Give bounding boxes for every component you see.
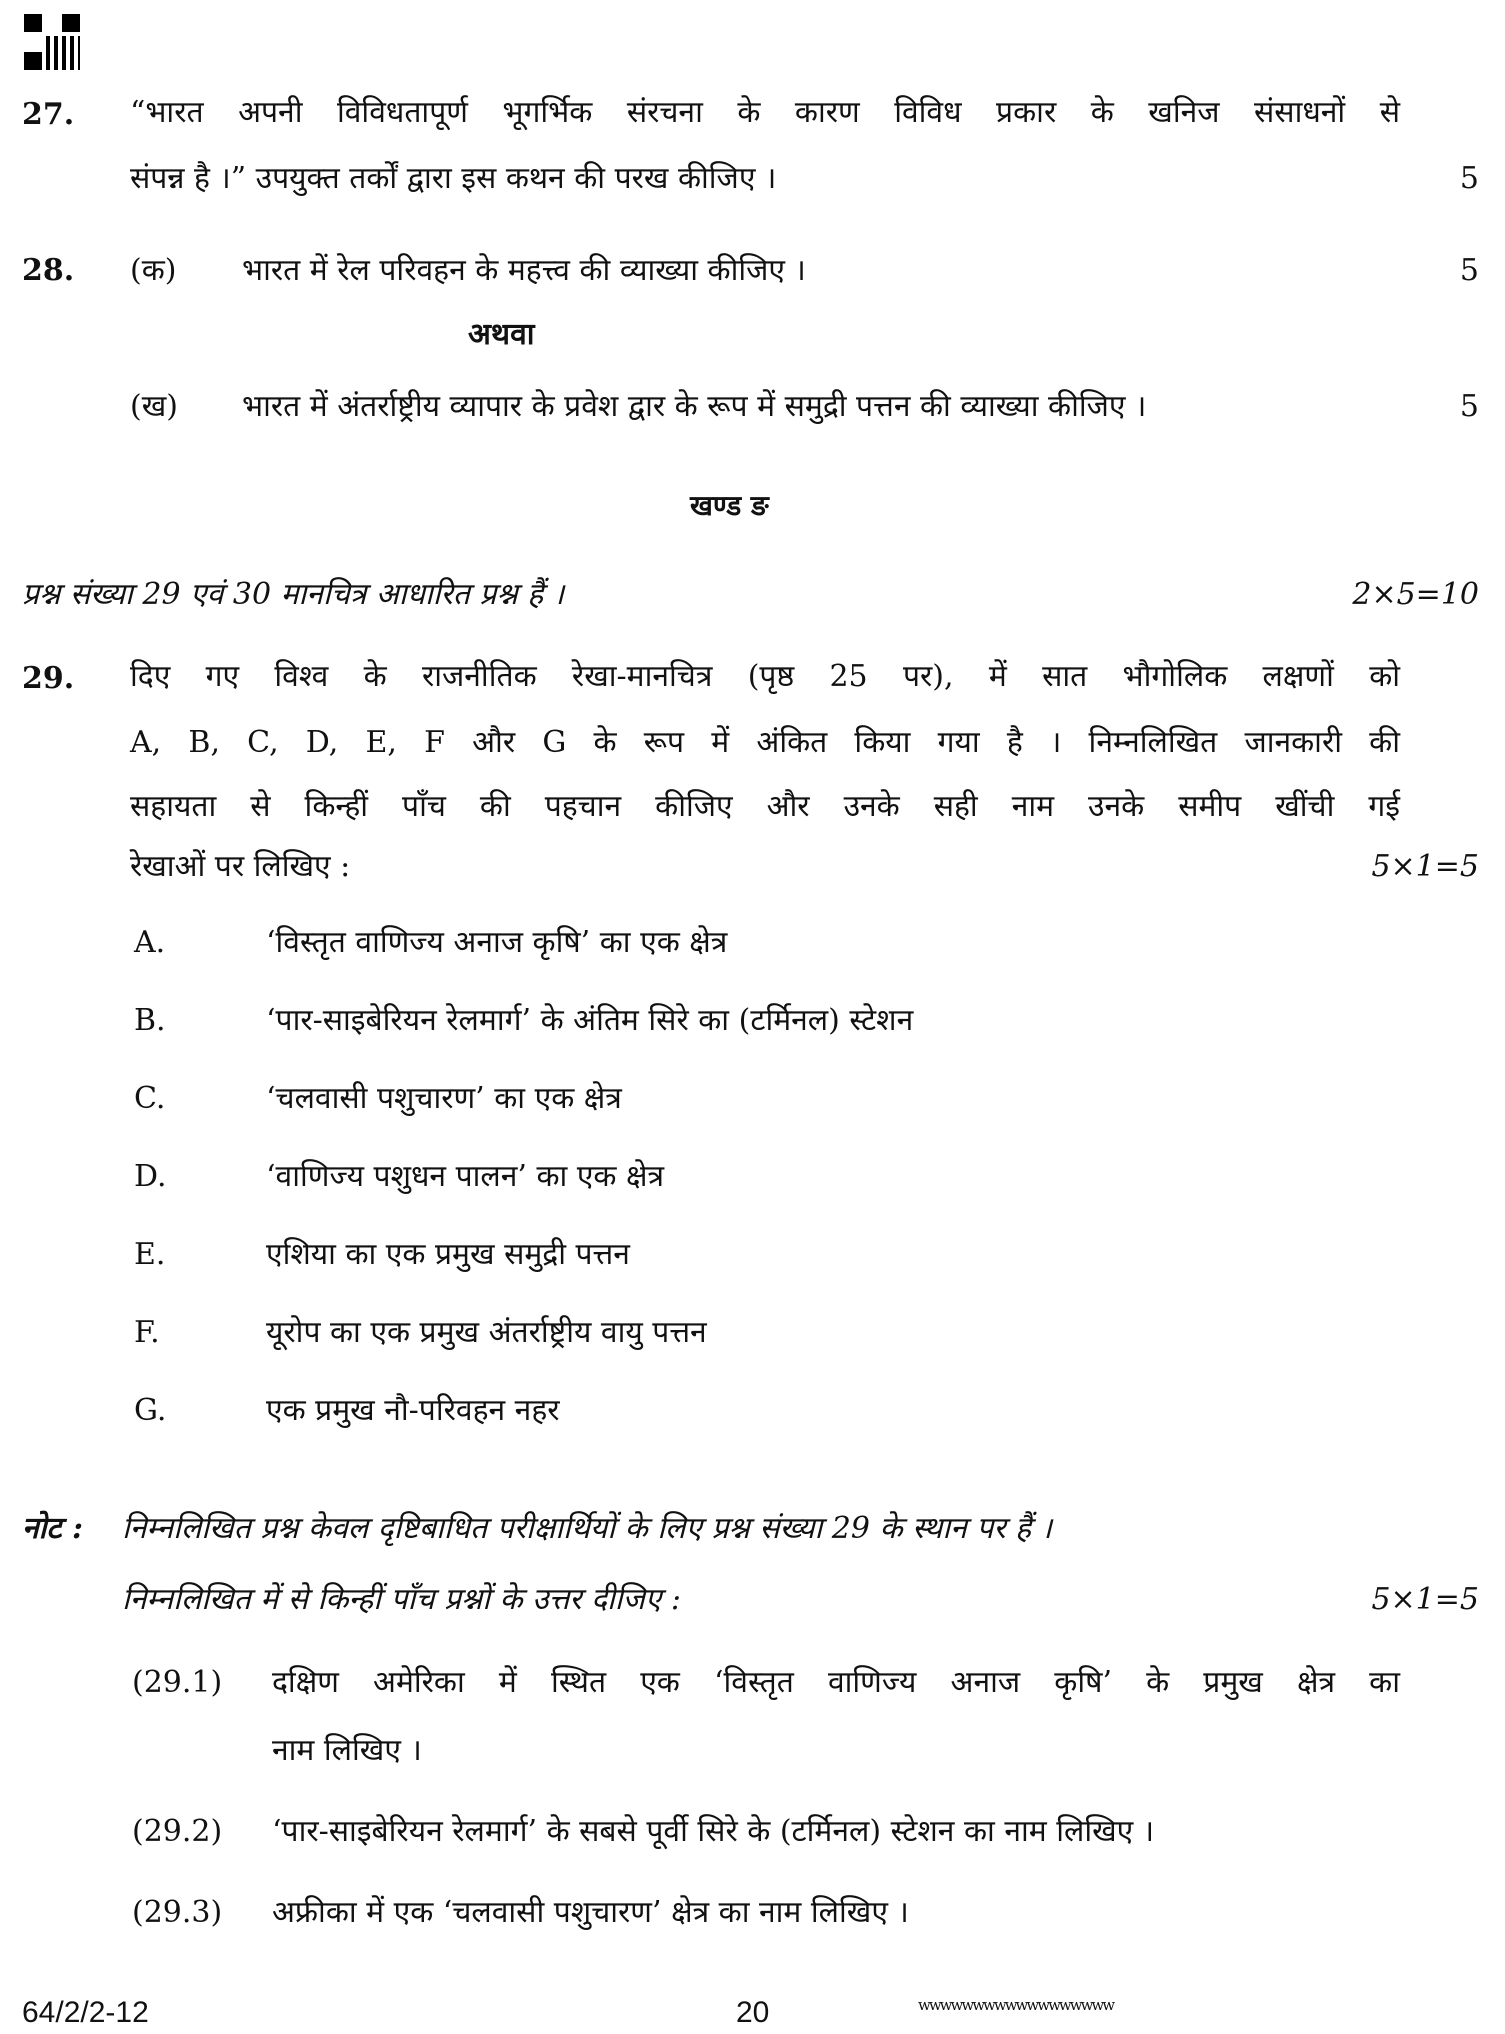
paper-code: 64/2/2-12 [22, 1996, 149, 2029]
note-text: निम्नलिखित प्रश्न केवल दृष्टिबाधित परीक्षार्थियों के लिए प्रश्न संख्या 29 के स्थान पर हैं । [122, 1511, 1052, 1546]
option-label: G. [134, 1393, 167, 1428]
option-text: ‘वाणिज्य पशुधन पालन’ का एक क्षेत्र [266, 1159, 665, 1194]
option-label: C. [134, 1081, 166, 1116]
sub-question-text: अफ्रीका में एक ‘चलवासी पशुचारण’ क्षेत्र का नाम लिखिए । [272, 1895, 909, 1930]
option-label: E. [134, 1237, 166, 1272]
option-label: F. [134, 1315, 160, 1350]
sub-question-label: (29.1) [132, 1665, 223, 1700]
question-text: संपन्न है ।” उपयुक्त तर्कों द्वारा इस कथन की परख कीजिए । [130, 161, 777, 196]
option-text: एक प्रमुख नौ-परिवहन नहर [266, 1393, 560, 1428]
sub-question-label: (29.3) [132, 1895, 223, 1930]
question-text: भारत में रेल परिवहन के महत्त्व की व्याख्या कीजिए । [242, 253, 806, 288]
marks: 5 [1459, 161, 1479, 196]
sub-question-text: दक्षिण अमेरिका में स्थित एक ‘विस्तृत वाणिज्य अनाज कृषि’ के प्रमुख क्षेत्र का [272, 1665, 1400, 1700]
option-text: ‘विस्तृत वाणिज्य अनाज कृषि’ का एक क्षेत्र [266, 925, 728, 960]
sub-question-text: नाम लिखिए । [272, 1733, 422, 1768]
section-title: खण्ड ङ [690, 489, 769, 522]
option-label: (ख) [130, 389, 178, 424]
question-text: A, B, C, D, E, F और G के रूप में अंकित किया गया है । निम्नलिखित जानकारी की [130, 725, 1400, 760]
marks: 5 [1459, 389, 1479, 424]
sub-question-text: ‘पार-साइबेरियन रेलमार्ग’ के सबसे पूर्वी सिरे के (टर्मिनल) स्टेशन का नाम लिखिए । [272, 1814, 1155, 1849]
note-text: निम्नलिखित में से किन्हीं पाँच प्रश्नों के उत्तर दीजिए : [122, 1582, 682, 1617]
question-text: रेखाओं पर लिखिए : [130, 849, 351, 884]
option-label: B. [134, 1003, 166, 1038]
marks: 5×1=5 [1371, 849, 1479, 884]
note-prefix: नोट : [22, 1511, 84, 1546]
marks: 2×5=10 [1352, 577, 1479, 612]
marks: 5 [1459, 253, 1479, 288]
option-label: (क) [130, 253, 177, 288]
qr-code [24, 14, 80, 70]
decorative-wave-mark: wwwwwwwwwwwwwwwwww [918, 1996, 1114, 2014]
question-text: सहायता से किन्हीं पाँच की पहचान कीजिए और उनके सही नाम उनके समीप खींची गई [130, 789, 1400, 824]
option-text: ‘चलवासी पशुचारण’ का एक क्षेत्र [266, 1081, 622, 1116]
or-label: अथवा [468, 317, 535, 352]
section-instruction: प्रश्न संख्या 29 एवं 30 मानचित्र आधारित प्रश्न हैं । [22, 577, 565, 612]
sub-question-label: (29.2) [132, 1814, 223, 1849]
question-number: 28. [22, 253, 75, 288]
question-number: 29. [22, 661, 75, 696]
page-number: 20 [736, 1996, 770, 2029]
question-text: दिए गए विश्व के राजनीतिक रेखा-मानचित्र (पृष्ठ 25 पर), में सात भौगोलिक लक्षणों को [130, 659, 1400, 694]
option-label: A. [134, 925, 166, 960]
option-text: यूरोप का एक प्रमुख अंतर्राष्ट्रीय वायु पत्तन [266, 1315, 707, 1350]
option-label: D. [134, 1159, 167, 1194]
question-text: “भारत अपनी विविधतापूर्ण भूगर्भिक संरचना के कारण विविध प्रकार के खनिज संसाधनों से [130, 95, 1400, 130]
option-text: एशिया का एक प्रमुख समुद्री पत्तन [266, 1237, 630, 1272]
question-text: भारत में अंतर्राष्ट्रीय व्यापार के प्रवेश द्वार के रूप में समुद्री पत्तन की व्याख्या कीजिए । [242, 389, 1147, 424]
question-number: 27. [22, 97, 75, 132]
option-text: ‘पार-साइबेरियन रेलमार्ग’ के अंतिम सिरे का (टर्मिनल) स्टेशन [266, 1003, 914, 1038]
marks: 5×1=5 [1371, 1582, 1479, 1617]
